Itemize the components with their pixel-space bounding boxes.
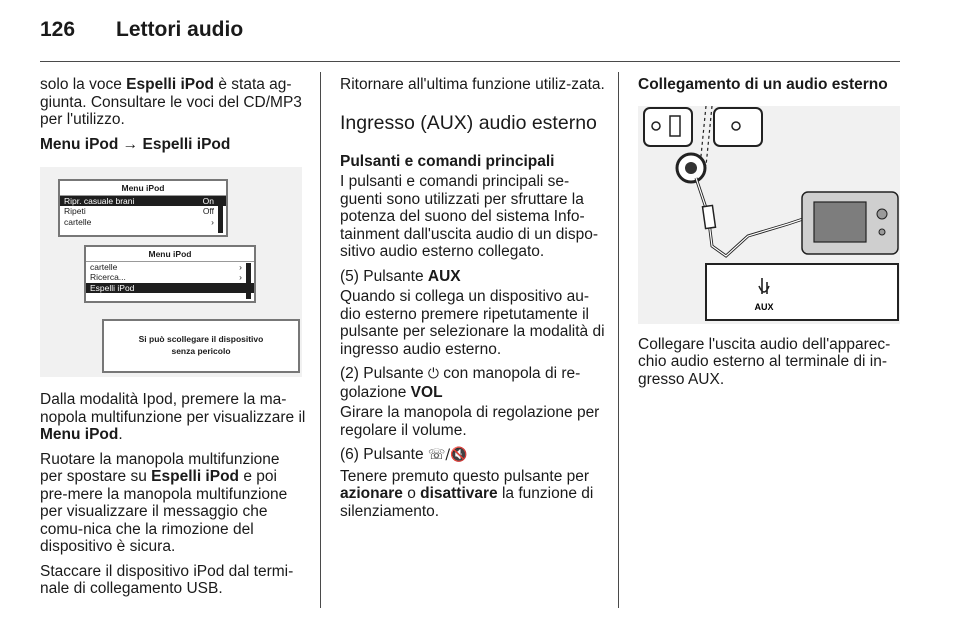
aux-label: AUX: [754, 301, 774, 312]
header-rule: [40, 61, 900, 62]
button-label: (2) Pulsante ⏻ con manopola di re-golazione VOL: [340, 365, 581, 401]
power-icon: ⏻: [427, 366, 439, 382]
button-label: (6) Pulsante ☏/🔇: [340, 446, 468, 463]
menu-path: Menu iPod → Espelli iPod: [40, 135, 231, 153]
paragraph: solo la voce Espelli iPod è stata ag-giunta. Consultare le voci del CD/MP3 per l'utilizzo.: [40, 76, 302, 128]
paragraph: Collegare l'uscita audio dell'apparec-chio audio esterno al terminale di in-gresso AUX.: [638, 335, 891, 388]
menu-row: Ricerca... ›: [90, 272, 242, 282]
menu-scrollbar: [218, 197, 223, 233]
page-header: [40, 18, 244, 42]
column-divider: [618, 72, 619, 608]
phone-mute-icon: ☏/🔇: [427, 447, 468, 463]
paragraph: Ruotare la manopola multifunzione per spostare su Espelli iPod e poi pre-mere la manopola multifunzione per visualizzare il messaggio che comu-nica che la rimozione del dispositivo è sicura.: [40, 450, 288, 555]
button-label: (5) Pulsante AUX: [340, 267, 461, 285]
safe-removal-message: Si può scollegare il dispositivo senza pericolo: [102, 319, 300, 373]
column-2: [340, 76, 606, 527]
aux-illustration: [638, 106, 900, 324]
page-number: 126: [40, 18, 76, 41]
section-heading: Ingresso (AUX) audio esterno: [340, 111, 597, 134]
paragraph: Quando si collega un dispositivo au-dio esterno premere ripetutamente il pulsante per selezionare la modalità di ingresso audio esterno.: [340, 288, 605, 358]
page-title: Lettori audio: [116, 18, 244, 41]
paragraph: Dalla modalità Ipod, premere la ma-nopola multifunzione per visualizzare il Menu iPod.: [40, 391, 306, 443]
menu-row: Ripr. casuale brani On: [60, 196, 226, 207]
subsection-heading: Collegamento di un audio esterno: [638, 76, 888, 93]
column-3: [638, 76, 904, 395]
menu-title: Menu iPod: [86, 247, 254, 262]
menu-scrollbar: [246, 263, 251, 299]
ipod-menu-figure: [40, 167, 302, 377]
paragraph: Girare la manopola di regolazione per regolare il volume.: [340, 404, 600, 439]
paragraph: Ritornare all'ultima funzione utiliz-zata.: [340, 76, 605, 93]
subsection-heading: Pulsanti e comandi principali: [340, 152, 555, 170]
menu-row: Ripeti Off: [64, 206, 214, 216]
menu-row: Espelli iPod: [86, 283, 254, 294]
menu-row: cartelle ›: [64, 216, 214, 227]
menu-title: Menu iPod: [60, 181, 226, 196]
paragraph: Tenere premuto questo pulsante per azionare o disattivare la funzione di silenziamento.: [340, 467, 594, 520]
menu-row: cartelle ›: [90, 261, 242, 272]
ipod-menu-screen-1: [58, 179, 228, 237]
aux-connection-figure: [638, 106, 900, 324]
column-1: [40, 76, 306, 605]
ipod-menu-screen-2: [84, 245, 256, 303]
paragraph: I pulsanti e comandi principali se-guenti sono utilizzati per sfruttare la potenza del suono del sistema Info-tainment dall'uscita audio di un dispo-sitivo audio esterno collegato.: [340, 173, 599, 260]
paragraph: Staccare il dispositivo iPod dal termi-nale di collegamento USB.: [40, 562, 294, 597]
column-divider: [320, 72, 321, 608]
